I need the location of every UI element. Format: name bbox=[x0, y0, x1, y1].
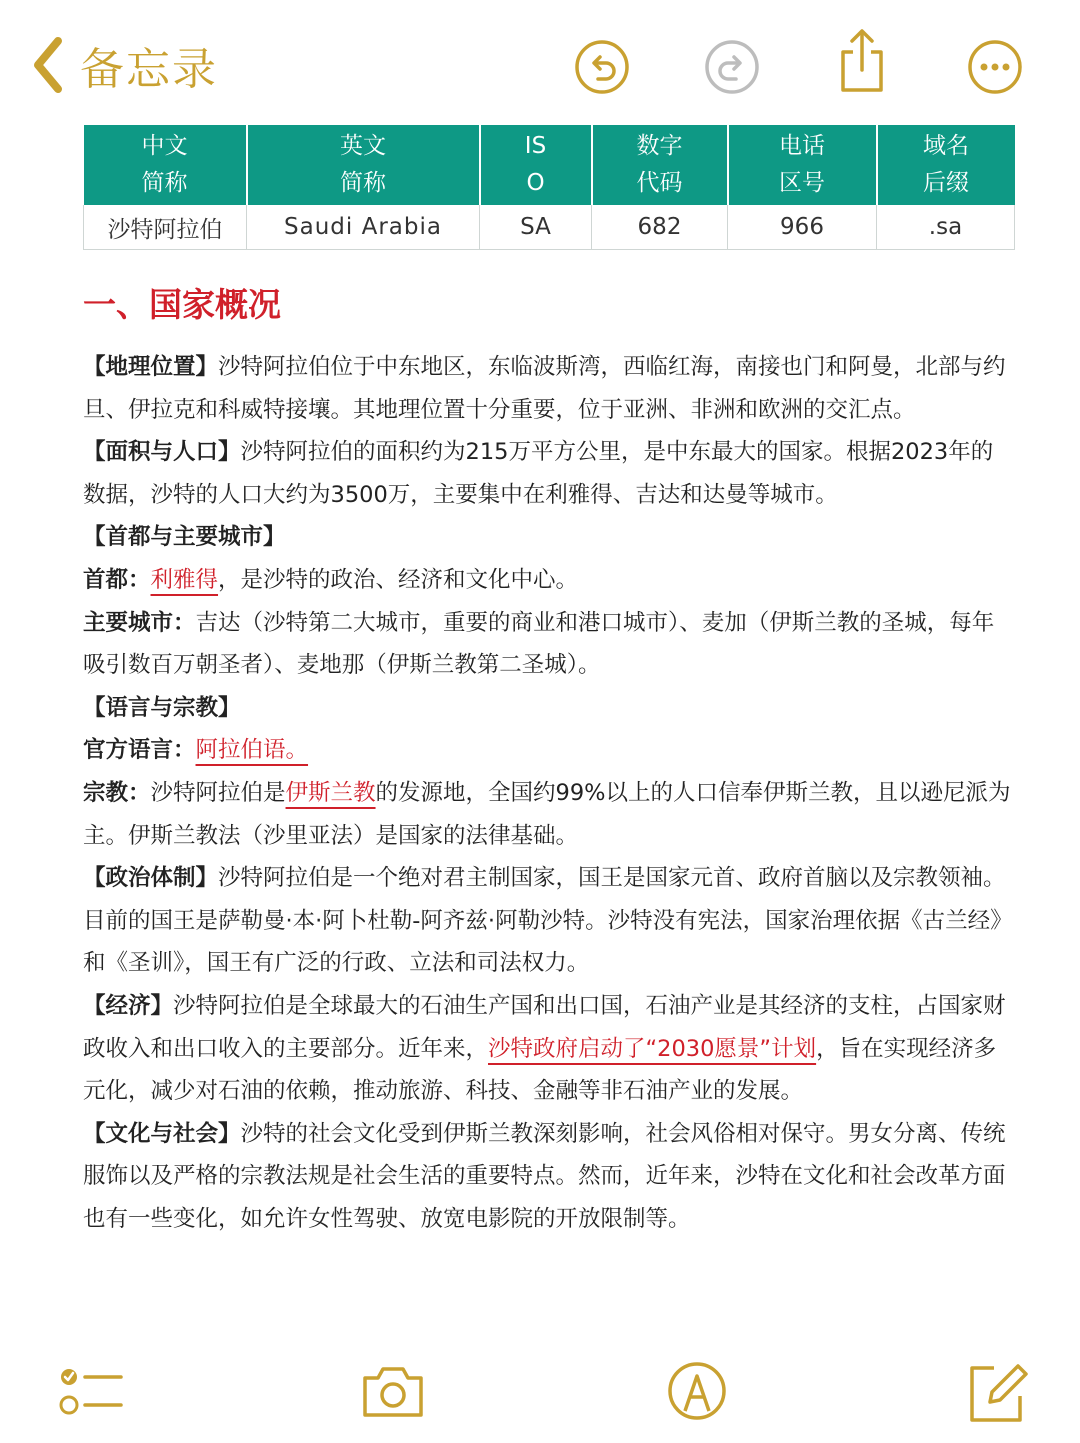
culture-label: 【文化与社会】 bbox=[83, 1120, 241, 1147]
header-text: 代码 bbox=[636, 170, 683, 196]
cell-domain: .sa bbox=[877, 205, 1015, 250]
capital-name-link[interactable]: 利雅得 bbox=[150, 566, 219, 593]
economy-label: 【经济】 bbox=[83, 992, 174, 1019]
country-code-table bbox=[83, 125, 1015, 250]
header-text: IS bbox=[524, 133, 547, 159]
paragraph-area-population bbox=[83, 431, 1013, 516]
economy-post: ，旨在实现经济多元化，减少对石油的依赖，推动旅游、科技、金融等非石油产业的发展。 bbox=[83, 1035, 997, 1105]
paragraph-religion bbox=[83, 772, 1013, 857]
culture-text: 沙特的社会文化受到伊斯兰教深刻影响，社会风俗相对保守。男女分离、传统服饰以及严格的宗教法规是社会生活的重要特点。然而，近年来，沙特在文化和社会改革方面也有一些变化，如允许女性驾驶、放宽电影院的开放限制等。 bbox=[83, 1120, 1006, 1232]
checklist-button[interactable] bbox=[57, 1358, 123, 1424]
header-iso bbox=[480, 125, 592, 205]
back-label: 备忘录 bbox=[80, 44, 218, 95]
header-text: 后缀 bbox=[923, 170, 969, 196]
checklist-icon bbox=[57, 1358, 123, 1424]
markup-icon bbox=[664, 1358, 730, 1424]
table-header-row bbox=[84, 125, 1015, 205]
economy-pre: 沙特阿拉伯是全球最大的石油生产国和出口国，石油产业是其经济的支柱，占国家财政收入和出口收入的主要部分。近年来， bbox=[83, 992, 1006, 1062]
paragraph-capital bbox=[83, 559, 1013, 602]
header-text: 英文 bbox=[340, 133, 386, 159]
compose-icon bbox=[964, 1358, 1030, 1424]
header-chinese-name bbox=[84, 125, 247, 205]
note-body[interactable] bbox=[83, 278, 1013, 1240]
capital-text: ，是沙特的政治、经济和文化中心。 bbox=[218, 566, 579, 593]
cities-label: 主要城市： bbox=[83, 609, 196, 636]
header-text: 数字 bbox=[636, 133, 683, 159]
cell-numeric-code: 682 bbox=[592, 205, 728, 250]
paragraph-culture bbox=[83, 1113, 1013, 1241]
chevron-left-icon bbox=[28, 35, 68, 95]
share-button[interactable] bbox=[833, 28, 891, 94]
language-heading: 【语言与宗教】 bbox=[83, 694, 241, 721]
language-value-link[interactable]: 阿拉伯语。 bbox=[195, 737, 309, 764]
header-phone-code bbox=[728, 125, 877, 205]
paragraph-politics bbox=[83, 857, 1013, 985]
language-label: 官方语言： bbox=[83, 737, 196, 764]
paragraph-geography bbox=[83, 346, 1013, 431]
header-text: 中文 bbox=[141, 133, 188, 159]
geography-text: 沙特阿拉伯位于中东地区，东临波斯湾，西临红海，南接也门和阿曼，北部与约旦、伊拉克和科威特接壤。其地理位置十分重要，位于亚洲、非洲和欧洲的交汇点。 bbox=[83, 354, 1006, 423]
undo-button[interactable] bbox=[573, 38, 631, 96]
back-button[interactable] bbox=[28, 32, 218, 98]
geography-label: 【地理位置】 bbox=[83, 354, 219, 380]
undo-icon bbox=[573, 38, 631, 96]
religion-post: 的发源地，全国约99%以上的人口信奉伊斯兰教，且以逊尼派为主。伊斯兰教法（沙里亚法）是国家的法律基础。 bbox=[83, 779, 1011, 849]
share-icon bbox=[833, 28, 891, 94]
religion-highlight-link[interactable]: 伊斯兰教 bbox=[285, 779, 376, 806]
header-text: O bbox=[526, 170, 545, 196]
header-text: 区号 bbox=[779, 170, 825, 196]
capital-label: 首都： bbox=[83, 566, 151, 593]
header-english-name bbox=[247, 125, 480, 205]
header-domain bbox=[877, 125, 1015, 205]
paragraph-economy bbox=[83, 985, 1013, 1113]
bottom-toolbar bbox=[0, 1355, 1080, 1443]
header-numeric-code bbox=[592, 125, 728, 205]
header-text: 简称 bbox=[340, 170, 386, 196]
paragraph-major-cities bbox=[83, 602, 1013, 687]
markup-button[interactable] bbox=[664, 1358, 730, 1424]
paragraph-language bbox=[83, 729, 1013, 772]
religion-label: 宗教： bbox=[83, 779, 151, 806]
cell-iso: SA bbox=[480, 205, 592, 250]
politics-text: 沙特阿拉伯是一个绝对君主制国家，国王是国家元首、政府首脑以及宗教领袖。目前的国王是萨勒曼·本·阿卜杜勒-阿齐兹·阿勒沙特。沙特没有宪法，国家治理依据《古兰经》和《圣训》，国王有广泛的行政、立法和司法权力。 bbox=[83, 865, 1013, 977]
header-text: 域名 bbox=[923, 133, 969, 159]
economy-highlight-link[interactable]: 沙特政府启动了“2030愿景”计划 bbox=[488, 1035, 817, 1062]
camera-icon bbox=[360, 1358, 426, 1424]
redo-icon bbox=[703, 38, 761, 96]
section-title: 一、国家概况 bbox=[83, 285, 281, 324]
capital-heading: 【首都与主要城市】 bbox=[83, 524, 286, 551]
camera-button[interactable] bbox=[360, 1358, 426, 1424]
cell-english-name: Saudi Arabia bbox=[247, 205, 480, 250]
politics-label: 【政治体制】 bbox=[83, 865, 219, 892]
header-text: 简称 bbox=[141, 170, 188, 196]
area-label: 【面积与人口】 bbox=[83, 439, 241, 466]
religion-pre: 沙特阿拉伯是 bbox=[150, 779, 286, 806]
cell-chinese-name: 沙特阿拉伯 bbox=[84, 205, 247, 250]
navigation-bar bbox=[0, 0, 1080, 125]
cell-phone-code: 966 bbox=[728, 205, 877, 250]
area-text: 沙特阿拉伯的面积约为215万平方公里，是中东最大的国家。根据2023年的数据，沙特的人口大约为3500万，主要集中在利雅得、吉达和达曼等城市。 bbox=[83, 439, 994, 508]
redo-button[interactable] bbox=[703, 38, 761, 96]
header-text: 电话 bbox=[779, 133, 825, 159]
compose-button[interactable] bbox=[964, 1358, 1030, 1424]
table-row bbox=[84, 205, 1015, 250]
more-button[interactable] bbox=[966, 38, 1024, 96]
more-icon bbox=[966, 38, 1024, 96]
cities-text: 吉达（沙特第二大城市，重要的商业和港口城市）、麦加（伊斯兰教的圣城，每年吸引数百万朝圣者）、麦地那（伊斯兰教第二圣城）。 bbox=[83, 609, 995, 679]
